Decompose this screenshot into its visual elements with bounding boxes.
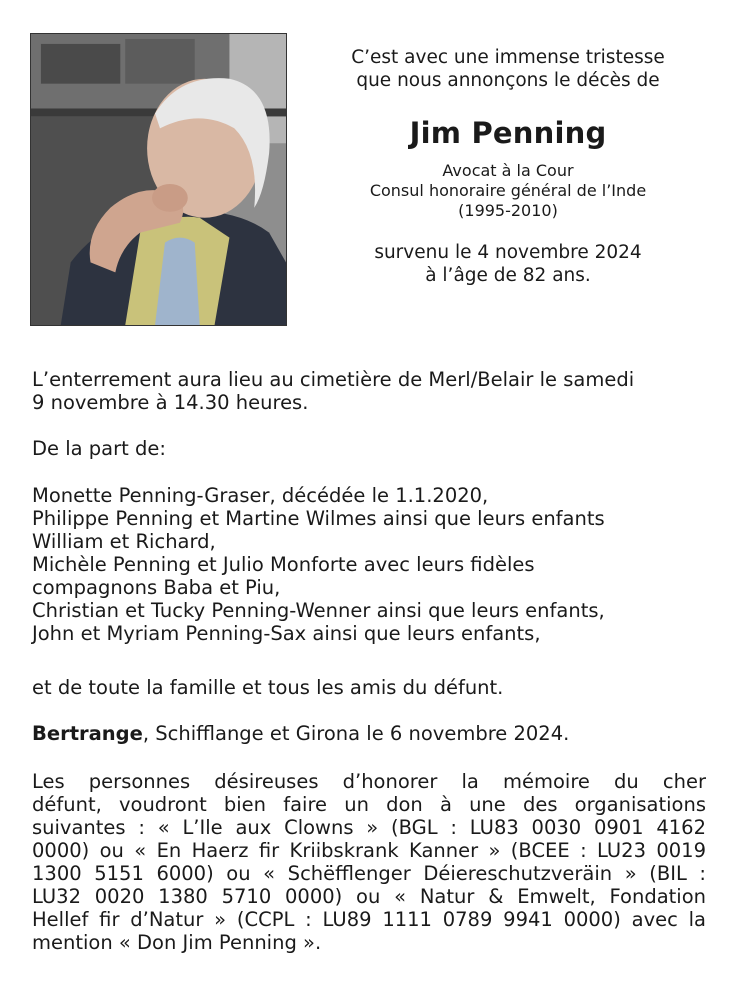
donation-line: Hellef fir d’Natur » (CCPL : LU89 1111 0789 9941 0000) avec la	[32, 908, 706, 931]
place-date-rest: , Schifflange et Girona le 6 novembre 2024.	[142, 722, 570, 745]
from-label: De la part de:	[32, 437, 166, 460]
donation-line: mention « Don Jim Penning ».	[32, 931, 322, 954]
family-line: Christian et Tucky Penning-Wenner ainsi que leurs enfants,	[32, 599, 605, 622]
donation-block	[32, 770, 706, 954]
title-line: (1995-2010)	[458, 201, 558, 220]
deceased-name: Jim Penning	[409, 116, 607, 150]
donation-line: 0000) ou « En Haerz fir Kriibskrank Kanner » (BCEE : LU23 0019	[32, 839, 706, 862]
death-age: à l’âge de 82 ans.	[425, 265, 591, 286]
family-friends-line: et de toute la famille et tous les amis du défunt.	[32, 676, 504, 699]
donation-line: suivantes : « L’Ile aux Clowns » (BGL : LU83 0030 0901 4162	[32, 816, 706, 839]
family-line: Michèle Penning et Julio Monforte avec leurs fidèles	[32, 553, 535, 576]
place-date-block	[32, 722, 706, 745]
funeral-line: L’enterrement aura lieu au cimetière de Merl/Belair le samedi	[32, 368, 635, 391]
family-list	[32, 484, 706, 645]
family-line: Philippe Penning et Martine Wilmes ainsi que leurs enfants	[32, 507, 605, 530]
donation-line: LU32 0020 1380 5710 0000) ou « Natur & Emwelt, Fondation	[32, 885, 706, 908]
donation-line: Les personnes désireuses d’honorer la mémoire du cher	[32, 770, 706, 793]
family-line: John et Myriam Penning-Sax ainsi que leurs enfants,	[32, 622, 541, 645]
donation-line: défunt, voudront bien faire un don à une des organisations	[32, 793, 706, 816]
death-date: survenu le 4 novembre 2024	[374, 242, 642, 263]
intro-line: que nous annonçons le décès de	[356, 70, 660, 91]
place-bold: Bertrange	[32, 722, 143, 745]
announcement-header	[297, 46, 719, 287]
funeral-info	[32, 368, 706, 414]
from-label-block	[32, 437, 706, 460]
donation-line: 1300 5151 6000) ou « Schëfflenger Déiereschutzveräin » (BIL :	[32, 862, 706, 885]
family-line: Monette Penning-Graser, décédée le 1.1.2020,	[32, 484, 489, 507]
deceased-titles	[297, 161, 719, 221]
portrait-photo	[30, 33, 287, 326]
family-friends-block	[32, 676, 706, 699]
death-info	[297, 241, 719, 287]
title-line: Avocat à la Cour	[442, 161, 574, 180]
family-line: William et Richard,	[32, 530, 216, 553]
place-date-line	[32, 722, 706, 745]
family-line: compagnons Baba et Piu,	[32, 576, 281, 599]
intro-line: C’est avec une immense tristesse	[351, 47, 665, 68]
portrait-image	[31, 34, 286, 325]
title-line: Consul honoraire général de l’Inde	[369, 181, 647, 200]
funeral-line: 9 novembre à 14.30 heures.	[32, 391, 309, 414]
